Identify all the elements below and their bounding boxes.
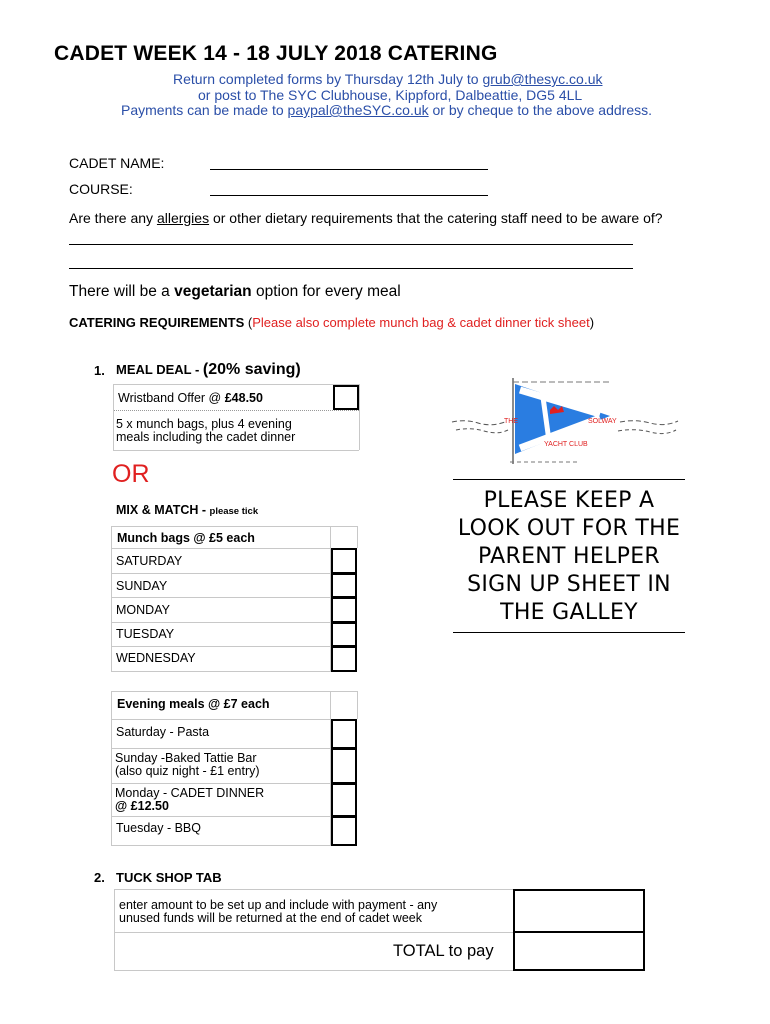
tuck-desc-2: unused funds will be returned at the end of cadet week — [119, 911, 422, 925]
allergy-prefix: Are there any — [69, 210, 157, 226]
saturday-checkbox[interactable] — [331, 548, 357, 574]
meal-deal-rule-left — [113, 384, 114, 450]
return-text: Return completed forms by Thursday 12th July to — [173, 71, 483, 87]
mix-match-heading — [116, 501, 258, 519]
course-label: COURSE: — [69, 181, 133, 197]
evening-monday-1: Monday - CADET DINNER — [115, 786, 265, 800]
allergy-suffix: or other dietary requirements that the catering staff need to be aware of? — [209, 210, 663, 226]
veg-prefix: There will be a — [69, 283, 175, 300]
wristband-offer-checkbox[interactable] — [333, 385, 359, 410]
wristband-offer — [118, 392, 263, 405]
notice-line-2: LOOK OUT FOR THE — [457, 516, 681, 541]
evening-tuesday: Tuesday - BBQ — [116, 821, 201, 835]
evening-rule-top — [111, 691, 357, 692]
req-open: ( — [244, 315, 253, 330]
evening-tuesday-checkbox[interactable] — [331, 816, 357, 846]
evening-rule-4 — [111, 816, 331, 817]
notice-line-1: PLEASE KEEP A — [483, 488, 655, 513]
evening-saturday-checkbox[interactable] — [331, 719, 357, 749]
tuck-desc-1: enter amount to be set up and include with payment - any — [119, 898, 438, 912]
allergy-question — [69, 210, 663, 226]
munch-rule-top — [111, 526, 357, 527]
mix-match-tick: please tick — [209, 506, 259, 517]
munch-rule-1 — [111, 548, 331, 549]
evening-rule-left — [111, 691, 112, 846]
tuck-amount-field[interactable] — [513, 889, 645, 933]
req-close: ) — [589, 315, 595, 330]
munch-rule-bottom — [111, 671, 331, 672]
cadet-name-label: CADET NAME: — [69, 155, 165, 171]
munch-bags-header: Munch bags @ £5 each — [117, 531, 255, 545]
meal-deal-desc-2: meals including the cadet dinner — [116, 430, 296, 444]
total-to-pay-field[interactable] — [513, 931, 645, 971]
evening-saturday: Saturday - Pasta — [116, 725, 210, 739]
evening-rule-right — [357, 691, 358, 719]
notice-line-4: SIGN UP SHEET IN — [467, 572, 671, 597]
meal-deal-rule-mid — [113, 410, 359, 411]
sunday-checkbox[interactable] — [331, 573, 357, 598]
munch-rule-3 — [111, 597, 331, 598]
notice-rule-top — [453, 479, 685, 480]
meal-deal-desc-1: 5 x munch bags, plus 4 evening — [116, 417, 292, 431]
payment-suffix: or by cheque to the above address. — [428, 102, 652, 118]
evening-sunday-checkbox[interactable] — [331, 748, 357, 784]
munch-rule-right — [357, 526, 358, 548]
meal-deal-rule-bottom — [113, 450, 359, 451]
meal-deal-rule-top — [113, 384, 359, 385]
allergy-word: allergies — [156, 210, 210, 226]
cadet-name-field[interactable] — [210, 169, 488, 170]
vegetarian-note — [69, 283, 401, 301]
munch-rule-5 — [111, 646, 331, 647]
or-separator: OR — [112, 460, 150, 488]
page-title: CADET WEEK 14 - 18 JULY 2018 CATERING — [54, 42, 498, 65]
tuck-shop-number: 2. — [94, 870, 105, 885]
notice-line-3: PARENT HELPER — [477, 544, 661, 569]
tuck-shop-heading: TUCK SHOP TAB — [116, 870, 222, 885]
evening-sunday-2: (also quiz night - £1 entry) — [115, 764, 260, 778]
mix-match-label: MIX & MATCH - — [116, 503, 210, 517]
evening-meals-header: Evening meals @ £7 each — [117, 697, 270, 711]
grub-email-link[interactable]: grub@thesyc.co.uk — [482, 71, 603, 87]
day-tuesday: TUESDAY — [116, 627, 175, 641]
day-saturday: SATURDAY — [116, 554, 183, 568]
veg-suffix: option for every meal — [251, 283, 401, 300]
tuck-rule-mid — [114, 932, 514, 933]
evening-rule-bottom — [111, 845, 331, 846]
notice-rule-bottom — [453, 632, 685, 633]
allergy-answer-line-2[interactable] — [69, 268, 633, 269]
meal-deal-number: 1. — [94, 363, 105, 378]
offer-price: £48.50 — [224, 391, 263, 405]
solway-yacht-club-logo — [450, 376, 680, 466]
paypal-email-link[interactable]: paypal@theSYC.co.uk — [287, 102, 429, 118]
meal-deal-saving: (20% saving) — [202, 361, 301, 378]
evening-rule-1 — [111, 719, 331, 720]
return-instructions — [173, 71, 603, 87]
logo-text-yacht-club: YACHT CLUB — [544, 441, 588, 448]
veg-bold: vegetarian — [174, 283, 252, 300]
munch-rule-2 — [111, 573, 331, 574]
logo-text-the: THE — [504, 418, 518, 425]
meal-deal-heading — [116, 361, 301, 379]
meal-deal-label: MEAL DEAL - — [116, 362, 203, 377]
tuck-rule-bottom — [114, 970, 514, 971]
munch-rule-4 — [111, 622, 331, 623]
evening-monday-2: @ £12.50 — [115, 799, 169, 813]
day-sunday: SUNDAY — [116, 579, 168, 593]
day-wednesday: WEDNESDAY — [116, 651, 196, 665]
offer-prefix: Wristband Offer @ — [118, 391, 225, 405]
monday-checkbox[interactable] — [331, 597, 357, 623]
parent-helper-notice — [453, 487, 685, 627]
requirements-label: CATERING REQUIREMENTS — [69, 315, 245, 330]
burgee-icon — [450, 376, 680, 466]
meal-deal-rule-right — [359, 384, 360, 450]
notice-line-5: THE GALLEY — [500, 600, 638, 625]
evening-sunday-1: Sunday -Baked Tattie Bar — [115, 751, 257, 765]
tuck-rule-left — [114, 889, 115, 970]
wednesday-checkbox[interactable] — [331, 646, 357, 672]
total-to-pay-label: TOTAL to pay — [393, 942, 494, 960]
postal-address: or post to The SYC Clubhouse, Kippford, Dalbeattie, DG5 4LL — [198, 87, 583, 103]
evening-rule-2 — [111, 748, 331, 749]
tuesday-checkbox[interactable] — [331, 622, 357, 647]
requirements-note: Please also complete munch bag & cadet dinner tick sheet — [252, 315, 590, 330]
payment-instructions — [121, 102, 652, 118]
tuck-rule-top — [114, 889, 514, 890]
logo-text-solway: SOLWAY — [588, 418, 617, 425]
payment-text: Payments can be made to — [121, 102, 288, 118]
evening-rule-3 — [111, 783, 331, 784]
day-monday: MONDAY — [116, 603, 170, 617]
evening-monday-checkbox[interactable] — [331, 783, 357, 817]
course-field[interactable] — [210, 195, 488, 196]
catering-requirements — [69, 315, 594, 330]
allergy-answer-line-1[interactable] — [69, 244, 633, 245]
